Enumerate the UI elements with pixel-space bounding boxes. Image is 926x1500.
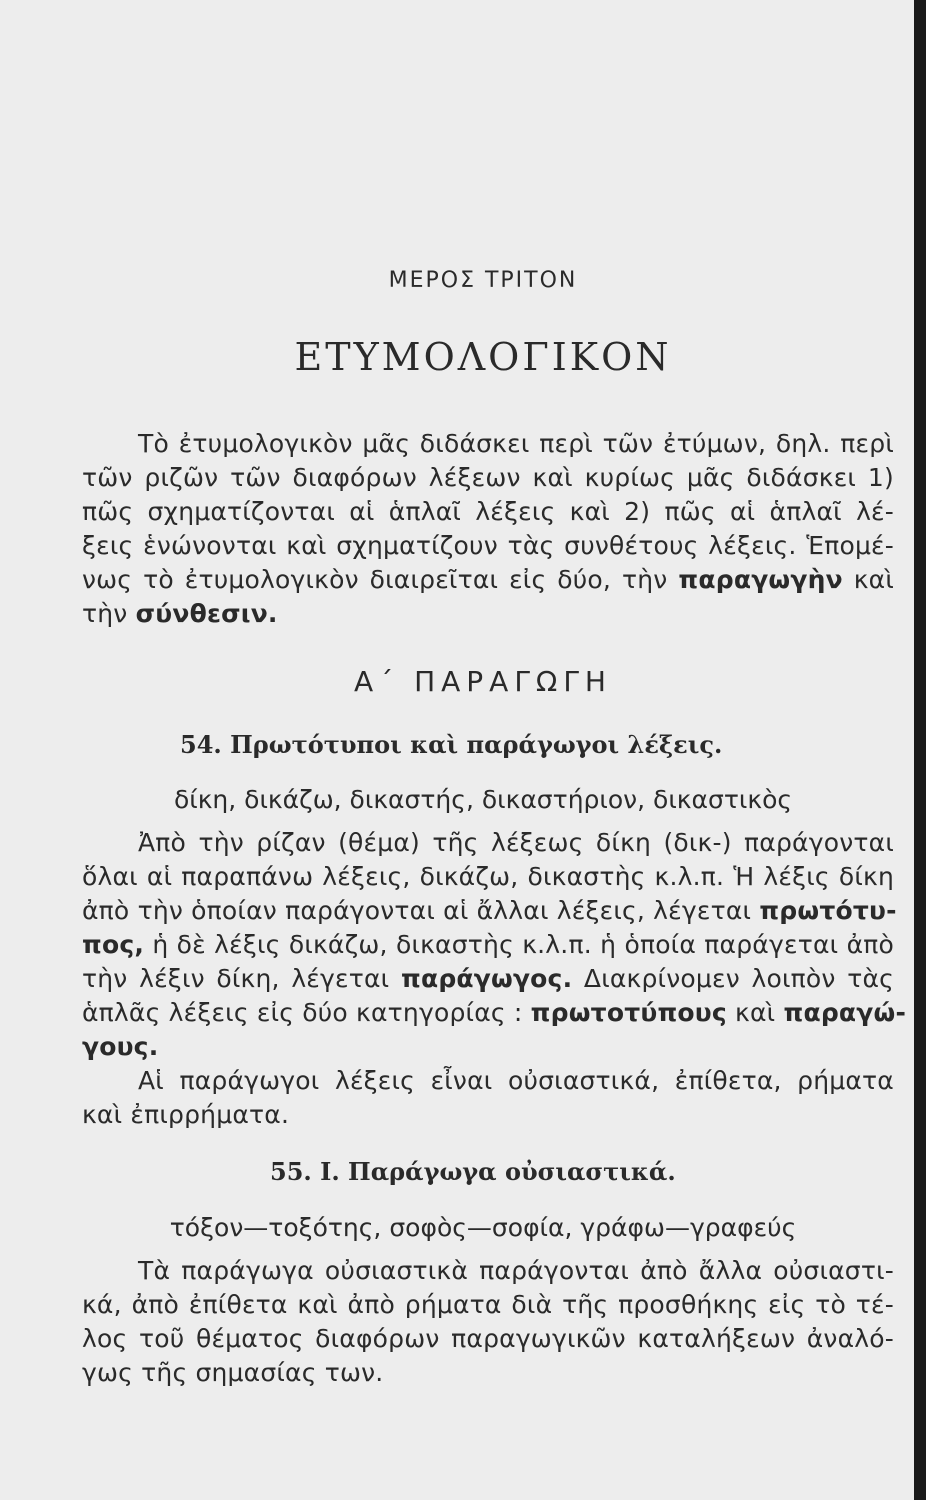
text-line: τῶν ριζῶν τῶν διαφόρων λέξεων καὶ κυρίως μᾶς διδάσκει 1) [82,463,894,492]
text-line: ἁπλᾶς λέξεις εἰς δύο κατηγορίας : πρωτοτύπους καὶ παραγώ- [82,998,907,1027]
section-54-heading: 54. Πρωτότυποι καὶ παράγωγοι λέξεις. [180,730,723,759]
page-title: ΕΤΥΜΟΛΟΓΙΚΟΝ [294,335,672,379]
term-paragogi: παραγωγὴν [678,565,843,594]
text-line: Τὸ ἐτυμολογικὸν μᾶς διδάσκει περὶ τῶν ἐτύμων, δηλ. περὶ [138,429,894,458]
page-edge-shadow [914,0,926,1500]
part-heading: ΜΕΡΟΣ ΤΡΙΤΟΝ [388,268,578,293]
term-prototypos: πρωτότυ- [759,896,897,925]
text-line: Ἀπὸ τὴν ρίζαν (θέμα) τῆς λέξεως δίκη (δικ-) παράγονται [138,828,894,857]
example-words-54: δίκη, δικάζω, δικαστής, δικαστήριον, δικαστικὸς [173,785,793,814]
example-words-55: τόξον—τοξότης, σοφὸς—σοφία, γράφω—γραφεύς [169,1213,797,1242]
text-line: λος τοῦ θέματος διαφόρων παραγωγικῶν καταλήξεων ἀναλό- [82,1324,894,1353]
text-line: πος, ἡ δὲ λέξις δικάζω, δικαστὴς κ.λ.π. ἡ ὁποία παράγεται ἀπὸ [82,930,894,959]
text-line: γους. [82,1032,159,1061]
text-line: ξεις ἑνώνονται καὶ σχηματίζουν τὰς συνθέτους λέξεις. Ἑπομέ- [82,531,894,560]
section-55-heading: 55. Ι. Παράγωγα οὐσιαστικά. [270,1157,676,1186]
section-heading-paragogi: Α΄ ΠΑΡΑΓΩΓΗ [354,665,612,698]
text-line: γως τῆς σημασίας των. [82,1358,384,1387]
text-line: κά, ἀπὸ ἐπίθετα καὶ ἀπὸ ρήματα διὰ τῆς προσθήκης εἰς τὸ τέ- [82,1290,894,1319]
text-line: Αἱ παράγωγοι λέξεις εἶναι οὐσιαστικά, ἐπίθετα, ρήματα [138,1066,894,1095]
text-line: τὴν λέξιν δίκη, λέγεται παράγωγος. Διακρίνομεν λοιπὸν τὰς [82,964,894,993]
text-line: πῶς σχηματίζονται αἱ ἁπλαῖ λέξεις καὶ 2) πῶς αἱ ἁπλαῖ λέ- [82,497,894,526]
text-line: ὅλαι αἱ παραπάνω λέξεις, δικάζω, δικαστὴς κ.λ.π. Ἡ λέξις δίκη [82,862,894,891]
term-paragogos: παράγωγος. [400,964,573,993]
text-line: ἀπὸ τὴν ὁποίαν παράγονται αἱ ἄλλαι λέξεις, λέγεται πρωτότυ- [82,896,897,925]
text-line: νως τὸ ἐτυμολογικὸν διαιρεῖται εἰς δύο, τὴν παραγωγὴν καὶ [82,565,895,594]
term-synthesis: σύνθεσιν. [135,599,278,628]
text-line: τὴν σύνθεσιν. [82,599,278,628]
text-line: καὶ ἐπιρρήματα. [82,1100,290,1129]
text-line: Τὰ παράγωγα οὐσιαστικὰ παράγονται ἀπὸ ἄλλα οὐσιαστι- [138,1256,894,1285]
